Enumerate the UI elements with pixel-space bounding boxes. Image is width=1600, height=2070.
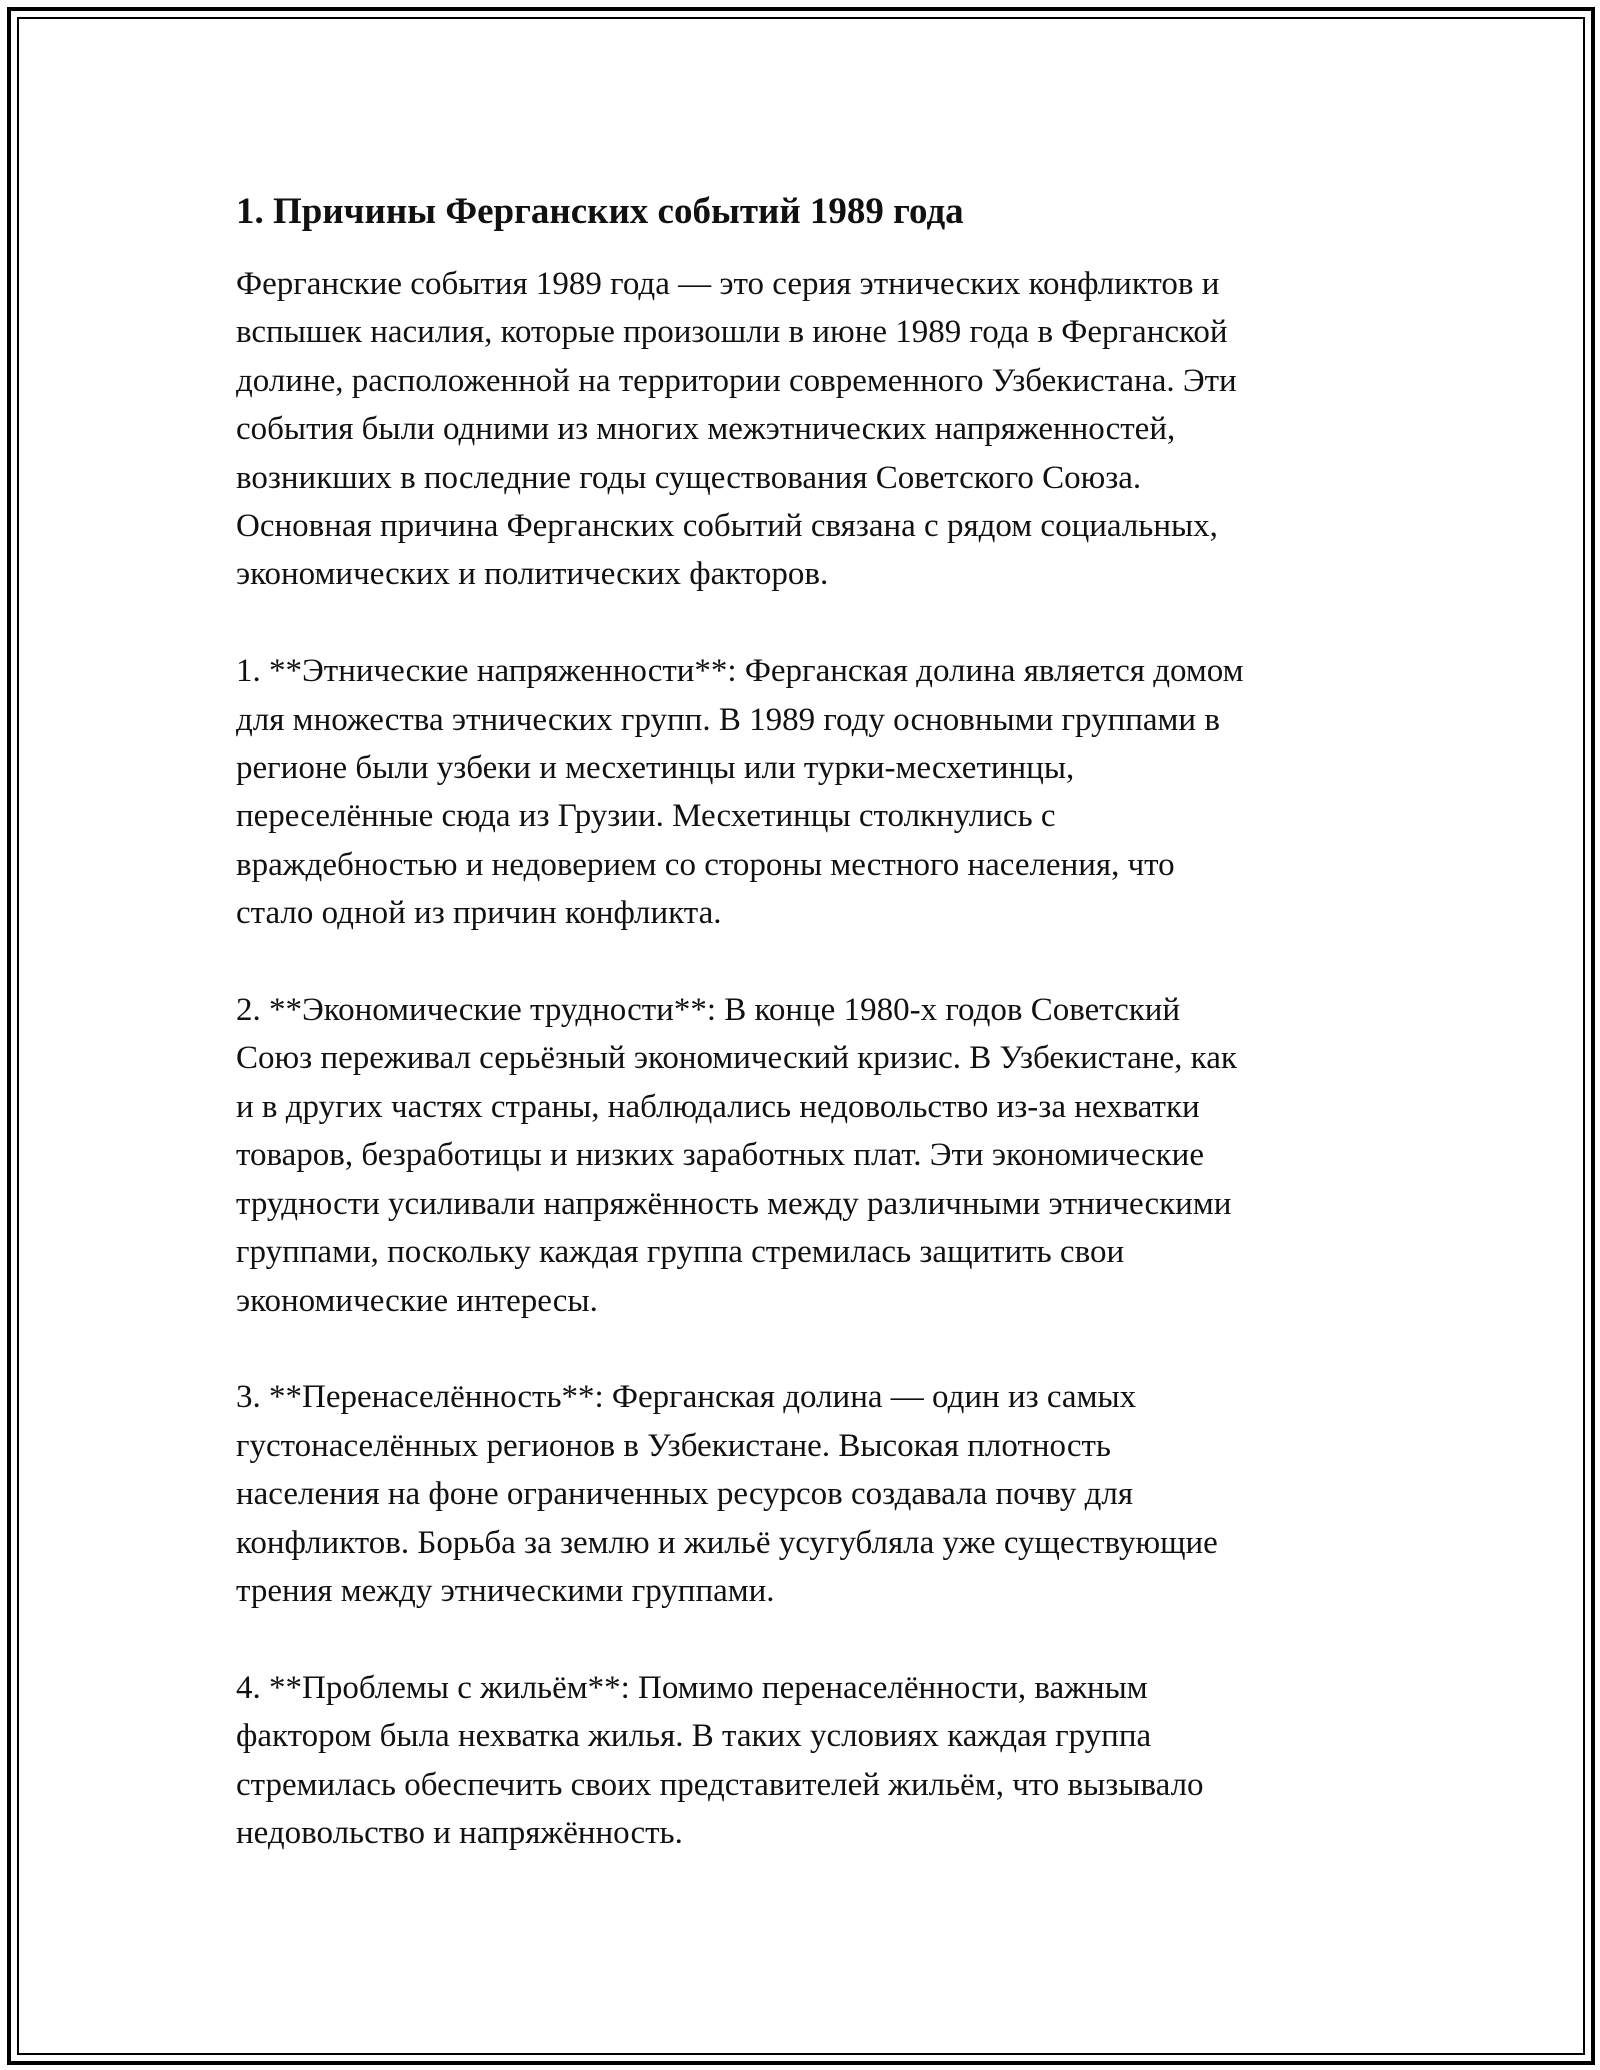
text-line: и в других частях страны, наблюдались недовольство из-за нехватки xyxy=(236,1088,1200,1125)
text-line: стремилась обеспечить своих представителей жильём, что вызывало xyxy=(236,1766,1204,1803)
paragraph-overpopulation xyxy=(236,1373,1376,1615)
text-line: товаров, безработицы и низких заработных плат. Эти экономические xyxy=(236,1137,1204,1174)
text-line: 1. **Этнические напряженности**: Ферганская долина является домом xyxy=(236,653,1244,690)
document-title: 1. Причины Ферганских событий 1989 года xyxy=(236,191,964,232)
text-line: события были одними из многих межэтнических напряженностей, xyxy=(236,411,1176,448)
text-line: населения на фоне ограниченных ресурсов создавала почву для xyxy=(236,1476,1134,1513)
text-line: Союз переживал серьёзный экономический кризис. В Узбекистане, как xyxy=(236,1040,1237,1077)
text-line: конфликтов. Борьба за землю и жильё усугубляла уже существующие xyxy=(236,1524,1218,1561)
text-line: возникших в последние годы существования Советского Союза. xyxy=(236,459,1142,496)
text-line: долине, расположенной на территории современного Узбекистана. Эти xyxy=(236,362,1237,399)
paragraph-economic-difficulties xyxy=(236,986,1376,1325)
text-line: недовольство и напряжённость. xyxy=(236,1814,683,1851)
paragraph-intro xyxy=(236,260,1376,599)
text-line: стало одной из причин конфликта. xyxy=(236,895,722,932)
text-line: группами, поскольку каждая группа стремилась защитить свои xyxy=(236,1234,1125,1271)
text-line: 3. **Перенаселённость**: Ферганская долина — один из самых xyxy=(236,1379,1137,1416)
text-line: экономические интересы. xyxy=(236,1282,598,1319)
text-line: Основная причина Ферганских событий связана с рядом социальных, xyxy=(236,508,1218,545)
text-line: враждебностью и недоверием со стороны местного населения, что xyxy=(236,846,1175,883)
text-line: Ферганские события 1989 года — это серия этнических конфликтов и xyxy=(236,266,1220,302)
text-line: 2. **Экономические трудности**: В конце 1980-х годов Советский xyxy=(236,992,1181,1029)
text-line: для множества этнических групп. В 1989 году основными группами в xyxy=(236,701,1220,738)
text-line: 4. **Проблемы с жильём**: Помимо перенаселённости, важным xyxy=(236,1669,1148,1706)
text-line: трения между этническими группами. xyxy=(236,1572,775,1609)
text-line: регионе были узбеки и месхетинцы или турки-месхетинцы, xyxy=(236,750,1075,787)
text-line: трудности усиливали напряжённость между различными этническими xyxy=(236,1185,1232,1222)
paragraph-housing-problems xyxy=(236,1664,1376,1858)
document-body xyxy=(236,188,1376,1906)
text-line: экономических и политических факторов. xyxy=(236,556,829,593)
text-line: густонаселённых регионов в Узбекистане. Высокая плотность xyxy=(236,1427,1111,1464)
text-line: переселённые сюда из Грузии. Месхетинцы столкнулись с xyxy=(236,798,1056,835)
text-line: вспышек насилия, которые произошли в июне 1989 года в Ферганской xyxy=(236,314,1228,351)
paragraph-ethnic-tensions xyxy=(236,647,1376,937)
text-line: фактором была нехватка жилья. В таких условиях каждая группа xyxy=(236,1718,1152,1755)
